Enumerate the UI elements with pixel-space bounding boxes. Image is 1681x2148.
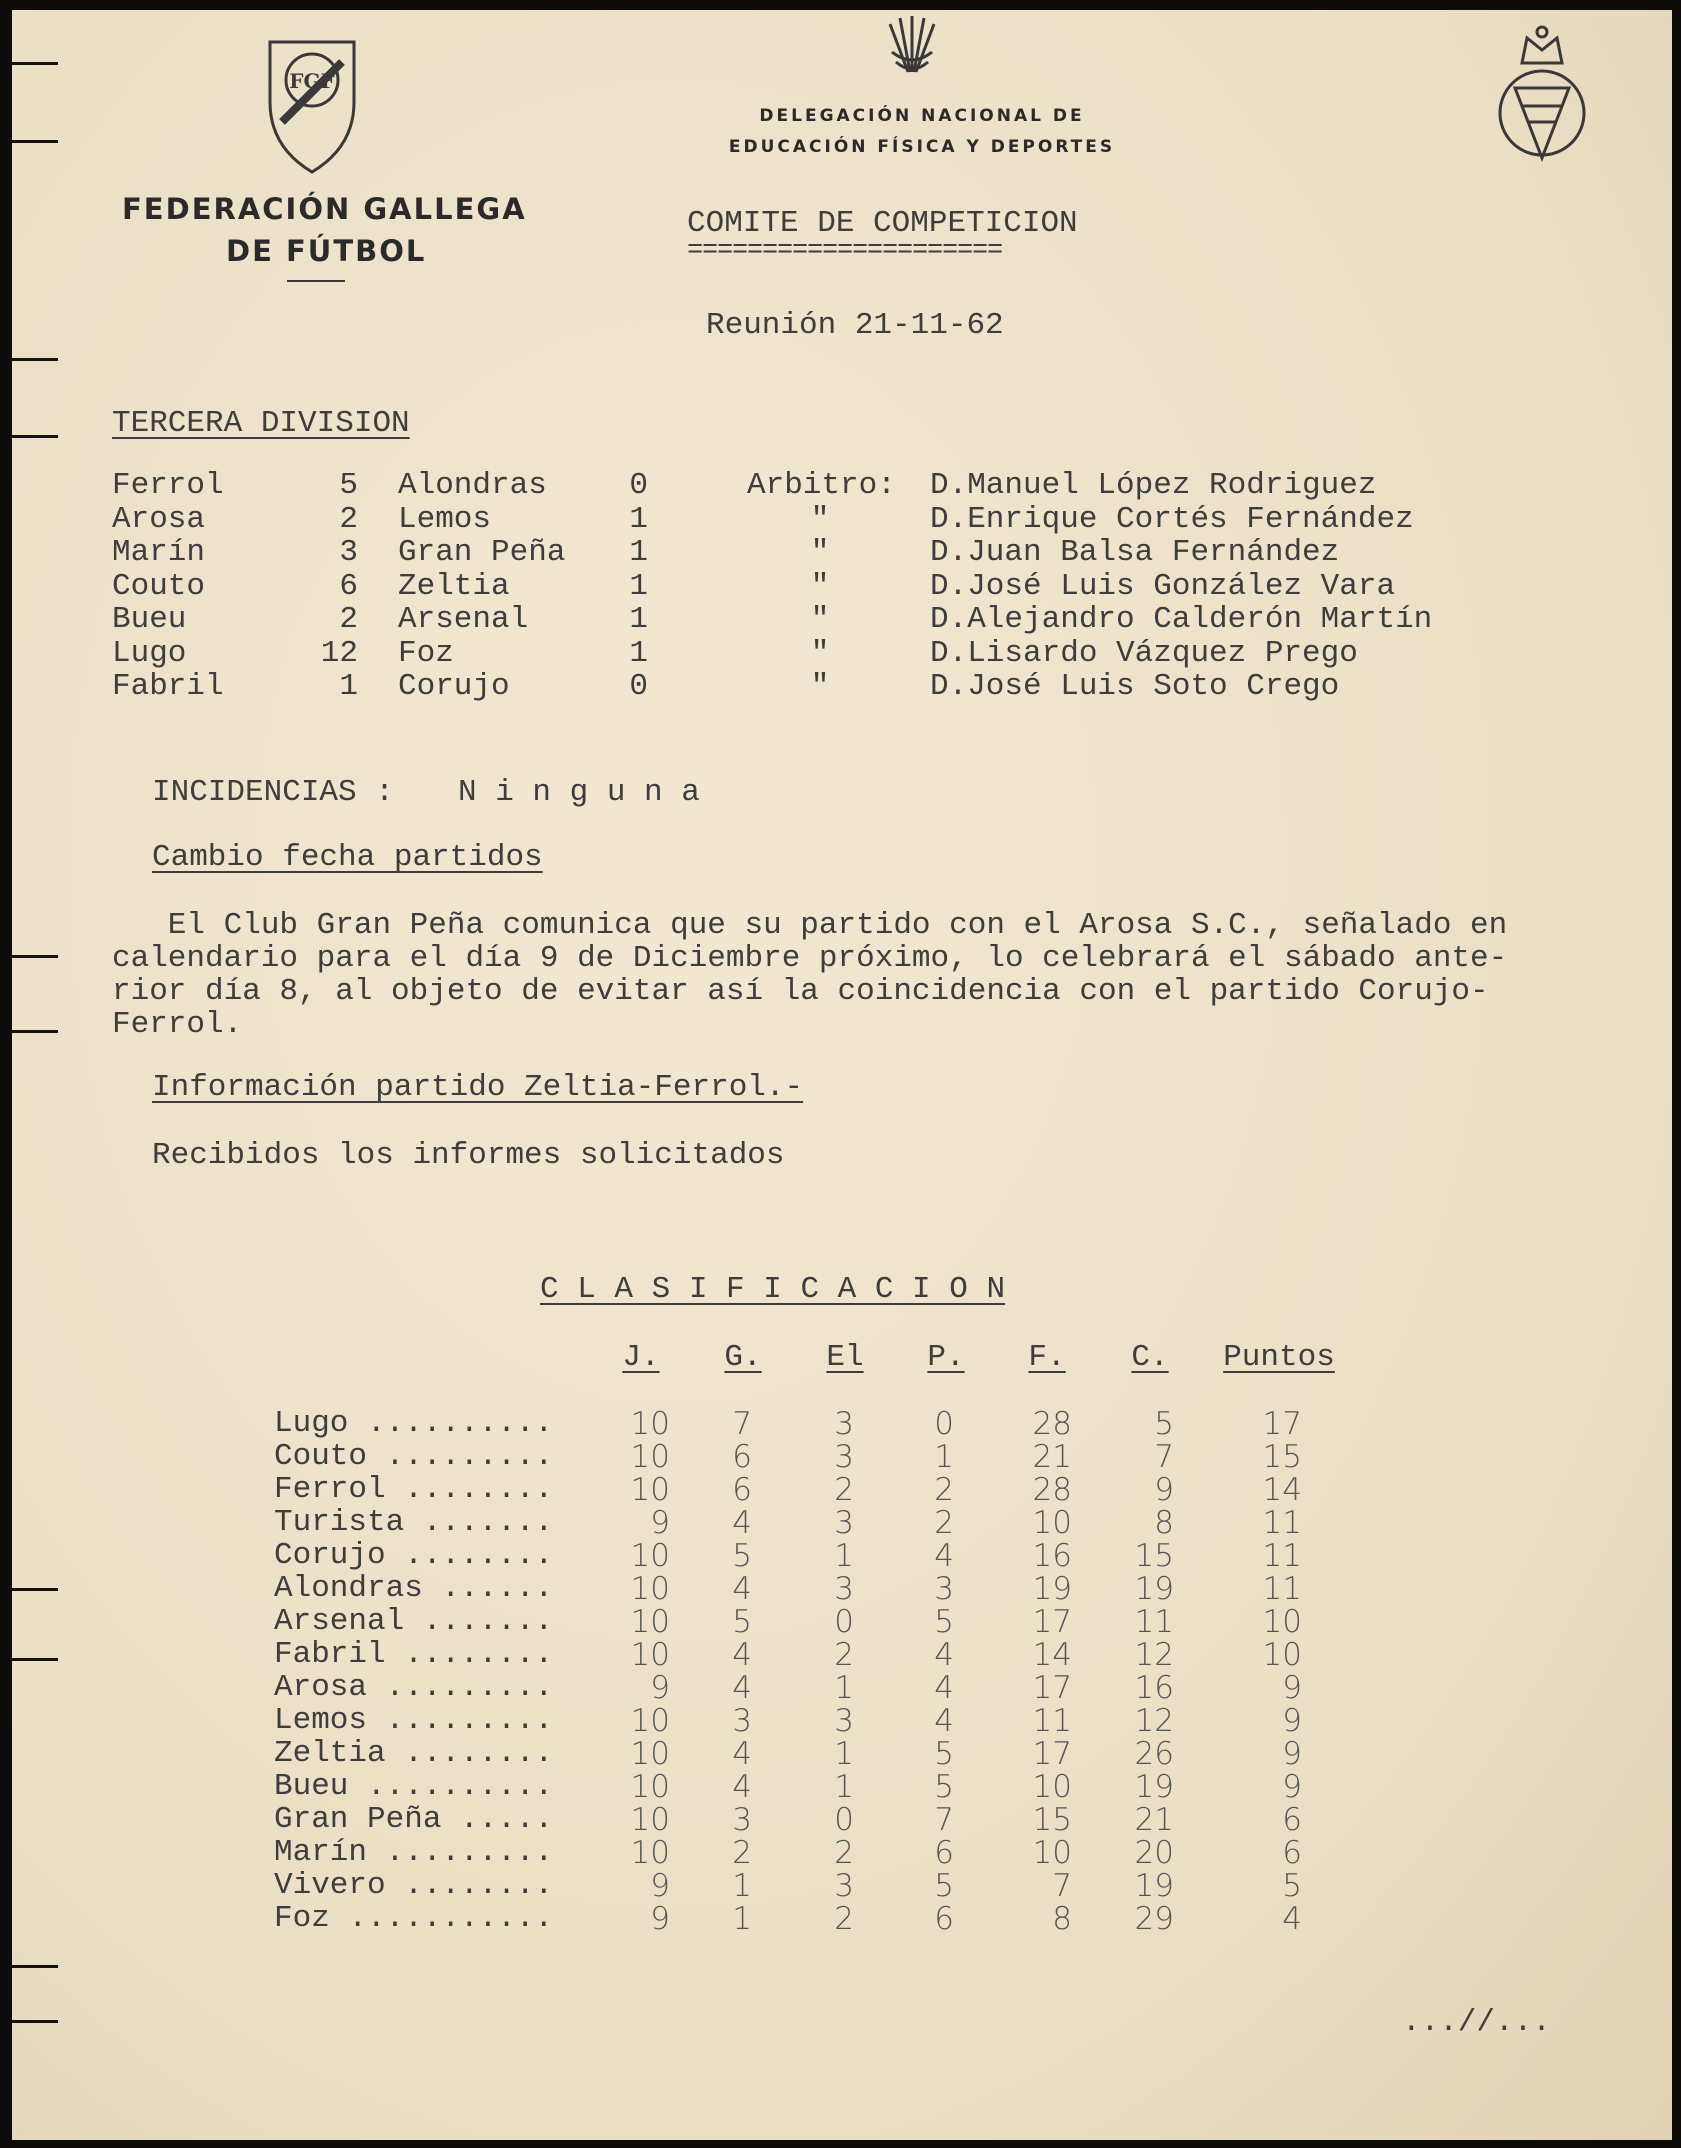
- standings-team: Foz ...........: [274, 1901, 554, 1936]
- standings-g-value: 4: [732, 1571, 752, 1607]
- standings-f-value: 14: [1032, 1637, 1072, 1673]
- standings-c-value: 8: [1154, 1505, 1174, 1541]
- match-referee: D.Lisardo Vázquez Prego: [930, 635, 1358, 671]
- standings-c-value: 11: [1134, 1604, 1174, 1640]
- match-away-goals: 1: [629, 501, 648, 537]
- standings-c-value: 21: [1134, 1802, 1174, 1838]
- match-home-goals: 5: [339, 468, 358, 503]
- incidencias-label: INCIDENCIAS :: [152, 775, 394, 810]
- match-referee: D.Juan Balsa Fernández: [930, 535, 1340, 570]
- standings-team: Vivero ........: [274, 1868, 554, 1903]
- standings-j-value: 10: [630, 1835, 670, 1871]
- standings-g-value: 3: [732, 1802, 752, 1838]
- federation-name-line1: FEDERACIÓN GALLEGA: [122, 192, 527, 226]
- match-referee: D.Alejandro Calderón Martín: [930, 602, 1433, 637]
- standings-pts-value: 17: [1262, 1406, 1302, 1442]
- standings-p-value: 7: [934, 1802, 954, 1838]
- match-home-team: Arosa: [112, 501, 206, 537]
- standings-g-value: 1: [732, 1868, 752, 1904]
- standings-f-value: 19: [1032, 1571, 1072, 1607]
- standings-j-value: 10: [630, 1604, 670, 1640]
- division-title: TERCERA DIVISION: [112, 406, 410, 441]
- standings-g-value: 5: [732, 1604, 752, 1640]
- match-home-goals: 2: [339, 501, 358, 537]
- standings-p-value: 1: [934, 1439, 954, 1475]
- standings-g-value: 4: [732, 1670, 752, 1706]
- standings-team: Arosa .........: [274, 1670, 554, 1705]
- standings-column-header: El: [826, 1340, 864, 1375]
- document-page: [12, 10, 1672, 2140]
- standings-g-value: 5: [732, 1538, 752, 1574]
- federation-shield-icon: [262, 32, 362, 182]
- match-referee: D.José Luis González Vara: [930, 568, 1396, 604]
- standings-pts-value: 10: [1262, 1637, 1302, 1673]
- match-away-goals: 1: [629, 568, 648, 604]
- ditto-mark: ": [810, 535, 830, 570]
- standings-c-value: 12: [1134, 1637, 1174, 1673]
- standings-c-value: 26: [1134, 1736, 1174, 1772]
- standings-g-value: 2: [732, 1835, 752, 1871]
- standings-c-value: 15: [1134, 1538, 1174, 1574]
- standings-f-value: 21: [1032, 1439, 1072, 1475]
- standings-j-value: 9: [650, 1505, 670, 1541]
- standings-column-header: J.: [622, 1340, 660, 1375]
- ditto-mark: ": [810, 669, 830, 704]
- standings-c-value: 5: [1154, 1406, 1174, 1442]
- standings-f-value: 10: [1032, 1835, 1072, 1871]
- standings-f-value: 28: [1032, 1406, 1072, 1442]
- ditto-mark: ": [810, 568, 830, 604]
- standings-team: Alondras ......: [274, 1571, 554, 1606]
- match-home-team: Lugo: [112, 635, 187, 671]
- match-away-team: Zeltia: [398, 568, 510, 604]
- standings-column-header: G.: [724, 1340, 762, 1375]
- standings-c-value: 20: [1134, 1835, 1174, 1871]
- standings-f-value: 11: [1032, 1703, 1072, 1739]
- standings-c-value: 12: [1134, 1703, 1174, 1739]
- standings-g-value: 4: [732, 1736, 752, 1772]
- match-referee: D.Manuel López Rodriguez: [930, 468, 1377, 503]
- standings-j-value: 10: [630, 1769, 670, 1805]
- standings-f-value: 17: [1032, 1670, 1072, 1706]
- standings-pts-value: 6: [1282, 1802, 1302, 1838]
- committee-title-rule: =====================: [687, 236, 1003, 266]
- standings-p-value: 6: [934, 1901, 954, 1937]
- standings-pts-value: 15: [1262, 1439, 1302, 1475]
- match-home-goals: 1: [339, 669, 358, 704]
- match-away-team: Foz: [398, 635, 454, 671]
- standings-j-value: 10: [630, 1406, 670, 1442]
- standings-e-value: 0: [834, 1604, 854, 1640]
- standings-team: Ferrol ........: [274, 1472, 554, 1507]
- match-home-team: Marín: [112, 535, 206, 570]
- standings-column-header: F.: [1028, 1340, 1066, 1375]
- standings-c-value: 16: [1134, 1670, 1174, 1706]
- standings-team: Corujo ........: [274, 1538, 554, 1573]
- delegation-line1: DELEGACIÓN NACIONAL DE: [759, 106, 1085, 126]
- match-home-goals: 2: [339, 602, 358, 637]
- standings-c-value: 29: [1134, 1901, 1174, 1937]
- standings-p-value: 5: [934, 1736, 954, 1772]
- standings-team: Fabril ........: [274, 1637, 554, 1672]
- standings-e-value: 3: [834, 1439, 854, 1475]
- standings-g-value: 1: [732, 1901, 752, 1937]
- federation-name-line2: DE FÚTBOL: [226, 234, 427, 268]
- standings-p-value: 5: [934, 1769, 954, 1805]
- standings-team: Zeltia ........: [274, 1736, 554, 1771]
- standings-f-value: 10: [1032, 1769, 1072, 1805]
- shield-letters: FGF: [289, 69, 335, 93]
- standings-team: Arsenal .......: [274, 1604, 554, 1639]
- royal-crown-crest-icon: [1487, 18, 1597, 178]
- incidencias-value: N i n g u n a: [458, 775, 700, 810]
- standings-j-value: 10: [630, 1439, 670, 1475]
- standings-pts-value: 9: [1282, 1703, 1302, 1739]
- match-away-goals: 0: [629, 669, 648, 704]
- standings-pts-value: 4: [1282, 1901, 1302, 1937]
- match-away-goals: 1: [629, 602, 648, 637]
- ditto-mark: ": [810, 635, 830, 671]
- standings-f-value: 10: [1032, 1505, 1072, 1541]
- match-home-team: Couto: [112, 568, 206, 604]
- match-home-goals: 12: [320, 635, 358, 671]
- standings-p-value: 5: [934, 1868, 954, 1904]
- standings-team: Lemos .........: [274, 1703, 554, 1738]
- standings-e-value: 2: [834, 1472, 854, 1508]
- standings-e-value: 1: [834, 1769, 854, 1805]
- standings-pts-value: 11: [1262, 1538, 1302, 1574]
- cambio-line-3: rior día 8, al objeto de evitar así la coincidencia con el partido Corujo-: [112, 974, 1489, 1009]
- standings-c-value: 19: [1134, 1769, 1174, 1805]
- standings-e-value: 1: [834, 1538, 854, 1574]
- standings-j-value: 10: [630, 1637, 670, 1673]
- standings-j-value: 9: [650, 1901, 670, 1937]
- standings-p-value: 2: [934, 1472, 954, 1508]
- clasificacion-title: C L A S I F I C A C I O N: [540, 1272, 1006, 1307]
- standings-f-value: 17: [1032, 1736, 1072, 1772]
- standings-f-value: 8: [1052, 1901, 1072, 1937]
- standings-column-header: Puntos: [1223, 1340, 1335, 1375]
- standings-column-header: C.: [1131, 1340, 1169, 1375]
- match-home-team: Fabril: [112, 669, 224, 704]
- match-away-goals: 1: [629, 635, 648, 671]
- standings-p-value: 4: [934, 1538, 954, 1574]
- standings-j-value: 10: [630, 1703, 670, 1739]
- standings-f-value: 28: [1032, 1472, 1072, 1508]
- match-away-team: Corujo: [398, 669, 510, 704]
- standings-column-header: P.: [927, 1340, 965, 1375]
- standings-pts-value: 10: [1262, 1604, 1302, 1640]
- standings-team: Couto .........: [274, 1439, 554, 1474]
- standings-p-value: 2: [934, 1505, 954, 1541]
- match-away-team: Gran Peña: [398, 535, 566, 570]
- match-home-team: Ferrol: [112, 468, 224, 503]
- standings-e-value: 2: [834, 1901, 854, 1937]
- cambio-title: Cambio fecha partidos: [152, 840, 543, 875]
- ditto-mark: ": [810, 501, 830, 537]
- yoke-arrows-emblem-icon: [882, 12, 942, 82]
- standings-pts-value: 9: [1282, 1670, 1302, 1706]
- standings-e-value: 2: [834, 1835, 854, 1871]
- continuation-mark: ...//...: [1402, 2005, 1551, 2040]
- referee-label: Arbitro:: [747, 468, 896, 503]
- standings-e-value: 3: [834, 1868, 854, 1904]
- standings-p-value: 3: [934, 1571, 954, 1607]
- standings-pts-value: 11: [1262, 1571, 1302, 1607]
- standings-j-value: 10: [630, 1571, 670, 1607]
- match-away-team: Arsenal: [398, 602, 529, 637]
- standings-p-value: 5: [934, 1604, 954, 1640]
- standings-team: Gran Peña .....: [274, 1802, 554, 1837]
- standings-pts-value: 5: [1282, 1868, 1302, 1904]
- match-away-team: Alondras: [398, 468, 547, 503]
- ditto-mark: ": [810, 602, 830, 637]
- standings-g-value: 6: [732, 1439, 752, 1475]
- standings-c-value: 19: [1134, 1868, 1174, 1904]
- informacion-text: Recibidos los informes solicitados: [152, 1138, 785, 1173]
- standings-c-value: 7: [1154, 1439, 1174, 1475]
- standings-e-value: 2: [834, 1637, 854, 1673]
- informacion-title: Información partido Zeltia-Ferrol.-: [152, 1070, 804, 1105]
- standings-j-value: 9: [650, 1868, 670, 1904]
- standings-g-value: 4: [732, 1505, 752, 1541]
- standings-f-value: 17: [1032, 1604, 1072, 1640]
- standings-team: Lugo ..........: [274, 1406, 554, 1441]
- standings-pts-value: 6: [1282, 1835, 1302, 1871]
- standings-f-value: 15: [1032, 1802, 1072, 1838]
- standings-g-value: 6: [732, 1472, 752, 1508]
- match-referee: D.Enrique Cortés Fernández: [930, 501, 1414, 537]
- standings-g-value: 3: [732, 1703, 752, 1739]
- standings-j-value: 10: [630, 1538, 670, 1574]
- match-home-team: Bueu: [112, 602, 187, 637]
- standings-j-value: 10: [630, 1472, 670, 1508]
- standings-team: Turista .......: [274, 1505, 554, 1540]
- standings-p-value: 6: [934, 1835, 954, 1871]
- standings-p-value: 4: [934, 1703, 954, 1739]
- standings-team: Marín .........: [274, 1835, 554, 1870]
- standings-g-value: 4: [732, 1769, 752, 1805]
- standings-j-value: 10: [630, 1802, 670, 1838]
- standings-pts-value: 9: [1282, 1769, 1302, 1805]
- standings-j-value: 9: [650, 1670, 670, 1706]
- standings-p-value: 4: [934, 1670, 954, 1706]
- standings-f-value: 16: [1032, 1538, 1072, 1574]
- standings-e-value: 0: [834, 1802, 854, 1838]
- federation-name-rule: [287, 280, 345, 282]
- meeting-date: Reunión 21-11-62: [706, 308, 1004, 343]
- match-away-goals: 0: [629, 468, 648, 503]
- standings-e-value: 3: [834, 1406, 854, 1442]
- standings-c-value: 19: [1134, 1571, 1174, 1607]
- cambio-line-4: Ferrol.: [112, 1007, 243, 1042]
- standings-e-value: 3: [834, 1571, 854, 1607]
- match-home-goals: 6: [339, 568, 358, 604]
- match-home-goals: 3: [339, 535, 358, 570]
- cambio-line-1: El Club Gran Peña comunica que su partido con el Arosa S.C., señalado en: [112, 908, 1508, 943]
- standings-g-value: 7: [732, 1406, 752, 1442]
- standings-f-value: 7: [1052, 1868, 1072, 1904]
- standings-pts-value: 9: [1282, 1736, 1302, 1772]
- standings-e-value: 1: [834, 1736, 854, 1772]
- standings-p-value: 0: [934, 1406, 954, 1442]
- match-away-team: Lemos: [398, 501, 492, 537]
- committee-title: COMITE DE COMPETICION: [687, 206, 1078, 241]
- standings-e-value: 3: [834, 1703, 854, 1739]
- match-away-goals: 1: [629, 535, 648, 570]
- standings-g-value: 4: [732, 1637, 752, 1673]
- standings-c-value: 9: [1154, 1472, 1174, 1508]
- delegation-line2: EDUCACIÓN FÍSICA Y DEPORTES: [728, 137, 1116, 157]
- standings-pts-value: 14: [1262, 1472, 1302, 1508]
- standings-e-value: 3: [834, 1505, 854, 1541]
- standings-e-value: 1: [834, 1670, 854, 1706]
- cambio-line-2: calendario para el día 9 de Diciembre próximo, lo celebrará el sábado ante-: [112, 941, 1508, 976]
- standings-pts-value: 11: [1262, 1505, 1302, 1541]
- standings-team: Bueu ..........: [274, 1769, 554, 1804]
- match-referee: D.José Luis Soto Crego: [930, 669, 1340, 704]
- standings-j-value: 10: [630, 1736, 670, 1772]
- standings-p-value: 4: [934, 1637, 954, 1673]
